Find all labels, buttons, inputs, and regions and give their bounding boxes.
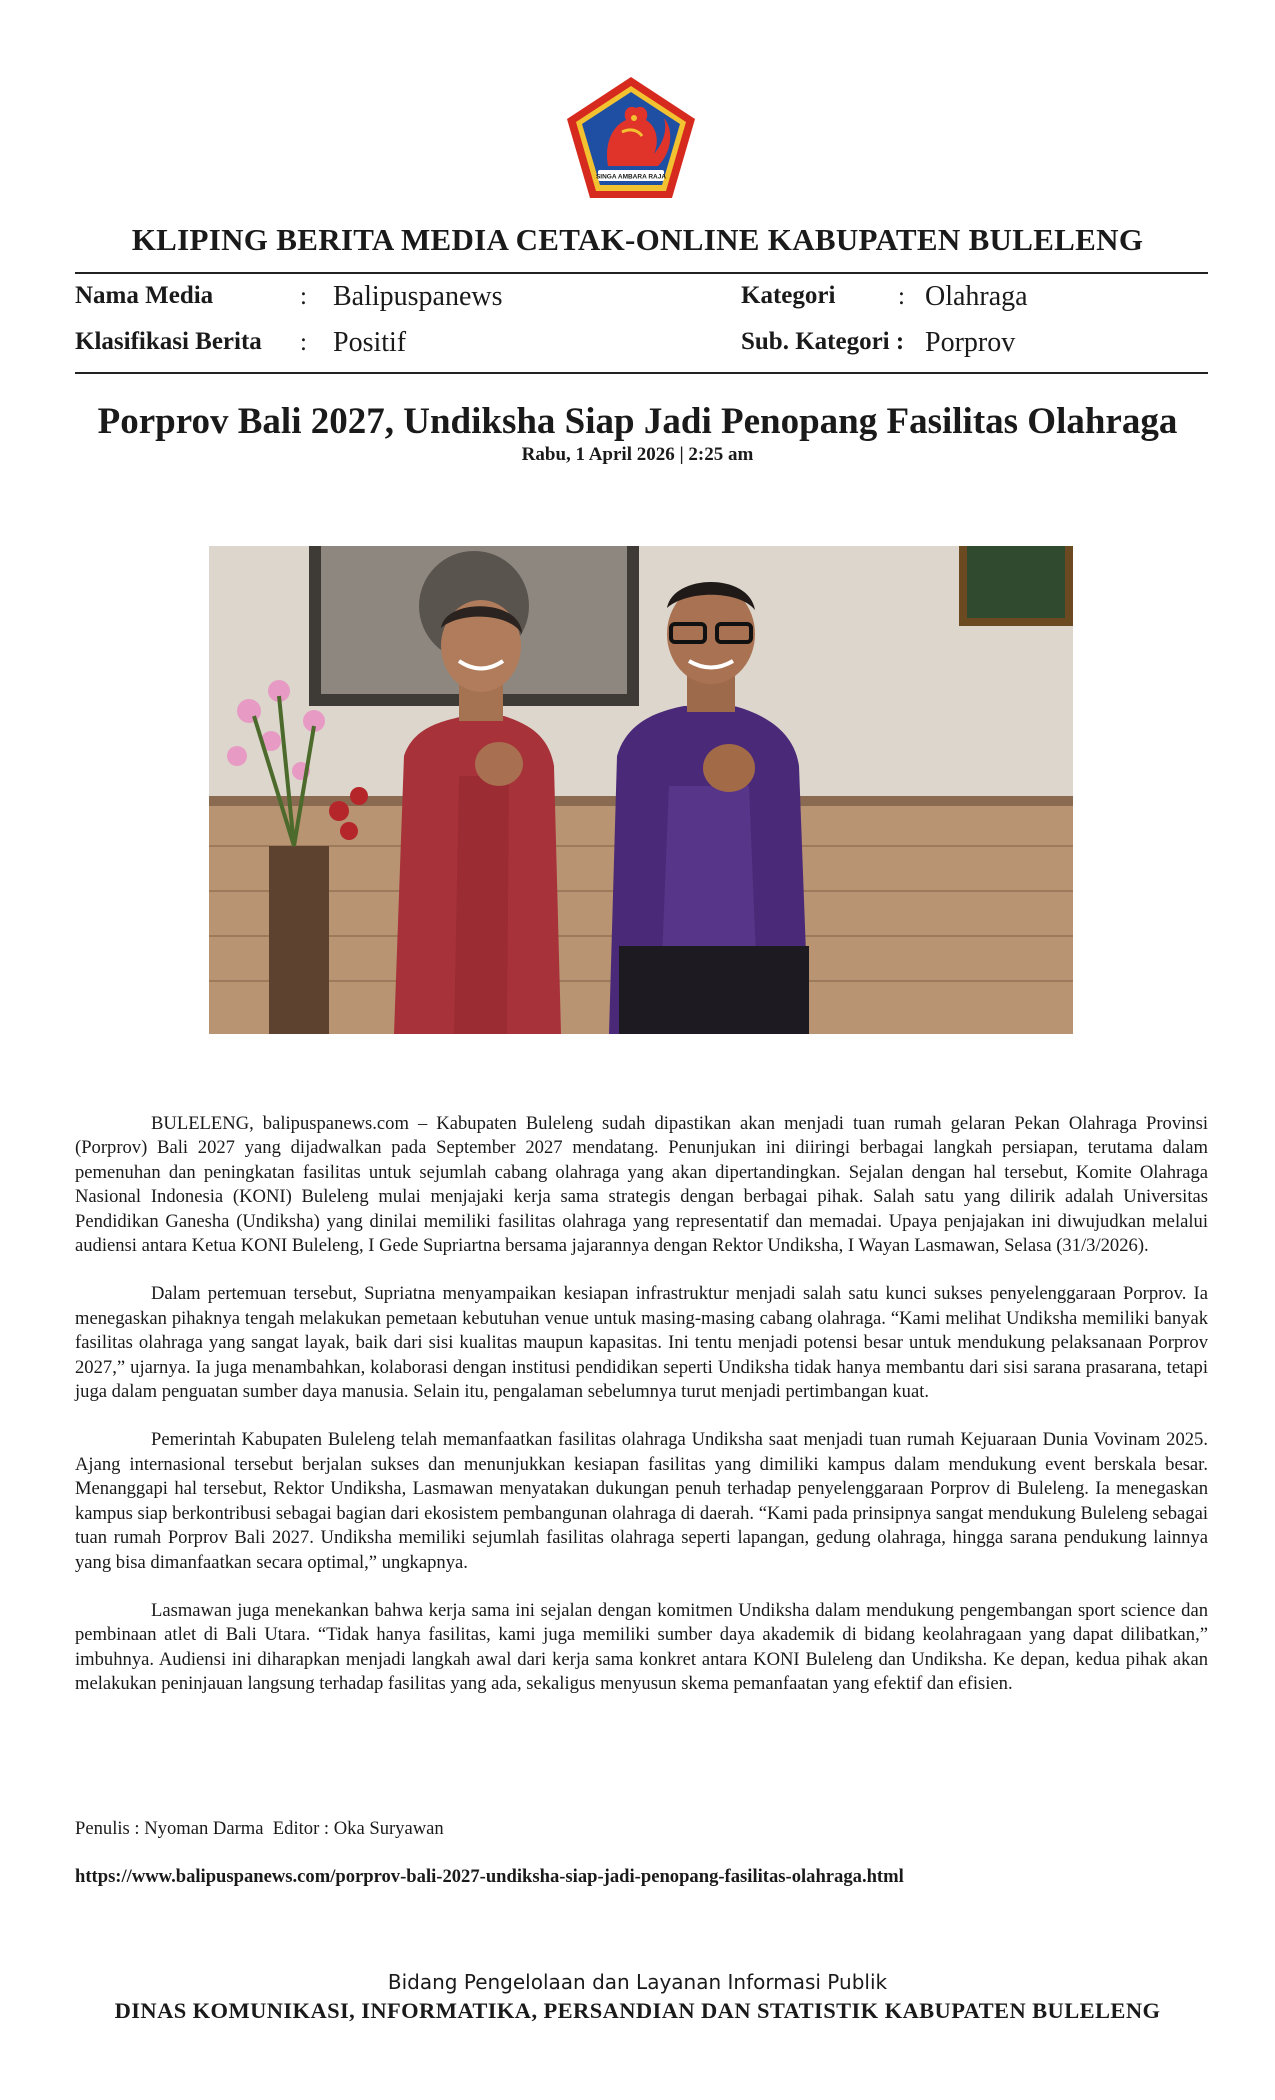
article-headline: Porprov Bali 2027, Undiksha Siap Jadi Penopang Fasilitas Olahraga [97, 401, 1178, 442]
article-dateline: Rabu, 1 April 2026 | 2:25 am [521, 444, 754, 465]
media-colon: : [300, 283, 307, 310]
article-paragraph: Lasmawan juga menekankan bahwa kerja sama ini sejalan dengan komitmen Undiksha dalam mendukung pengembangan sport science dan pembinaan atlet di Bali Utara. “Tidak hanya fasilitas, kami juga memiliki sumber daya akademik di bidang keolahragaan yang dapat dilibatkan,” imbuhnya. Audiensi ini diharapkan menjadi langkah awal dari kerja sama konkret antara KONI Buleleng dan Undiksha. Ke depan, kedua pihak akan melakukan peninjauan langsung terhadap fasilitas yang ada, sekaligus menyusun skema pemanfaatan yang efektif dan efisien. [75, 1599, 1208, 1695]
kategori-value: Olahraga [925, 281, 1028, 312]
media-value: Balipuspanews [333, 281, 503, 312]
klasifikasi-value: Positif [333, 327, 407, 358]
article-paragraph: Dalam pertemuan tersebut, Supriatna menyampaikan kesiapan infrastruktur menjadi salah satu kunci sukses penyelenggaraan Porprov. Ia menegaskan pihaknya tengah melakukan pemetaan kebutuhan venue untuk masing-masing cabang olahraga. “Kami melihat Undiksha memiliki banyak fasilitas olahraga yang sangat layak, baik dari sisi kualitas maupun kapasitas. Ini tentu menjadi potensi besar untuk mendukung pelaksanaan Porprov 2027,” ujarnya. Ia juga menambahkan, kolaborasi dengan institusi pendidikan seperti Undiksha tidak hanya membantu dari sisi sarana prasarana, tetapi juga dalam penguatan sumber daya manusia. Selain itu, pengalaman sebelumnya turut menjadi pertimbangan kuat. [75, 1283, 1208, 1403]
kategori-colon: : [898, 283, 905, 310]
bottom-divider [75, 372, 1208, 374]
article-paragraph: BULELENG, balipuspanews.com – Kabupaten Buleleng sudah dipastikan akan menjadi tuan rumah gelaran Pekan Olahraga Provinsi (Porprov) Bali 2027 yang dijadwalkan pada September 2027 mendatang. Penunjukan ini diiringi berbagai langkah persiapan, terutama dalam pemenuhan dan peningkatan fasilitas untuk sejumlah cabang olahraga yang akan dipertandingkan. Sejalan dengan hal tersebut, Komite Olahraga Nasional Indonesia (KONI) Buleleng mulai menjajaki kerja sama strategis dengan berbagai pihak. Salah satu yang dilirik adalah Universitas Pendidikan Ganesha (Undiksha) yang dinilai memiliki fasilitas olahraga yang representatif dan memadai. Upaya penjajakan ini diwujudkan melalui audiensi antara Ketua KONI Buleleng, I Gede Supriartna bersama jajarannya dengan Rektor Undiksha, I Wayan Lasmawan, Selasa (31/3/2026). [75, 1113, 1208, 1257]
footer-agency: DINAS KOMUNIKASI, INFORMATIKA, PERSANDIAN DAN STATISTIK KABUPATEN BULELENG [114, 1998, 1161, 2023]
media-label: Nama Media [75, 282, 214, 309]
subkategori-value: Porprov [925, 327, 1016, 358]
kategori-label: Kategori [741, 282, 836, 309]
article-credits: Penulis : Nyoman Darma Editor : Oka Suryawan [75, 1818, 444, 1839]
article-photo [209, 546, 1073, 1034]
source-url[interactable]: https://www.balipuspanews.com/porprov-bali-2027-undiksha-siap-jadi-penopang-fasilitas-olahraga.html [75, 1866, 904, 1887]
regency-logo [564, 74, 698, 202]
article-body [75, 1112, 1208, 1721]
top-divider [75, 272, 1208, 274]
klasifikasi-colon: : [300, 329, 307, 356]
article-paragraph: Pemerintah Kabupaten Buleleng telah memanfaatkan fasilitas olahraga Undiksha saat menjadi tuan rumah Kejuaraan Dunia Vovinam 2025. Ajang internasional tersebut berjalan sukses dan menunjukkan kesiapan fasilitas yang dimiliki kampus dalam mendukung event berskala besar. Menanggapi hal tersebut, Rektor Undiksha, Lasmawan menyatakan dukungan penuh terhadap penyelenggaraan Porprov di Buleleng. Ia menegaskan kampus siap berkontribusi sebagai bagian dari ekosistem pembangunan olahraga di daerah. “Kami pada prinsipnya sangat mendukung Buleleng sebagai tuan rumah Porprov Bali 2027. Undiksha memiliki sejumlah fasilitas olahraga seperti lapangan, gedung olahraga, hingga sarana pendukung lainnya yang bisa dimanfaatkan secara optimal,” ungkapnya. [75, 1429, 1208, 1573]
document-title: KLIPING BERITA MEDIA CETAK-ONLINE KABUPATEN BULELENG [131, 222, 1144, 257]
klasifikasi-label: Klasifikasi Berita [75, 328, 262, 355]
footer-department: Bidang Pengelolaan dan Layanan Informasi Publik [387, 1970, 888, 1994]
logo-banner-text: SINGA AMBARA RAJA [595, 173, 667, 181]
subkategori-label: Sub. Kategori : [741, 328, 905, 355]
